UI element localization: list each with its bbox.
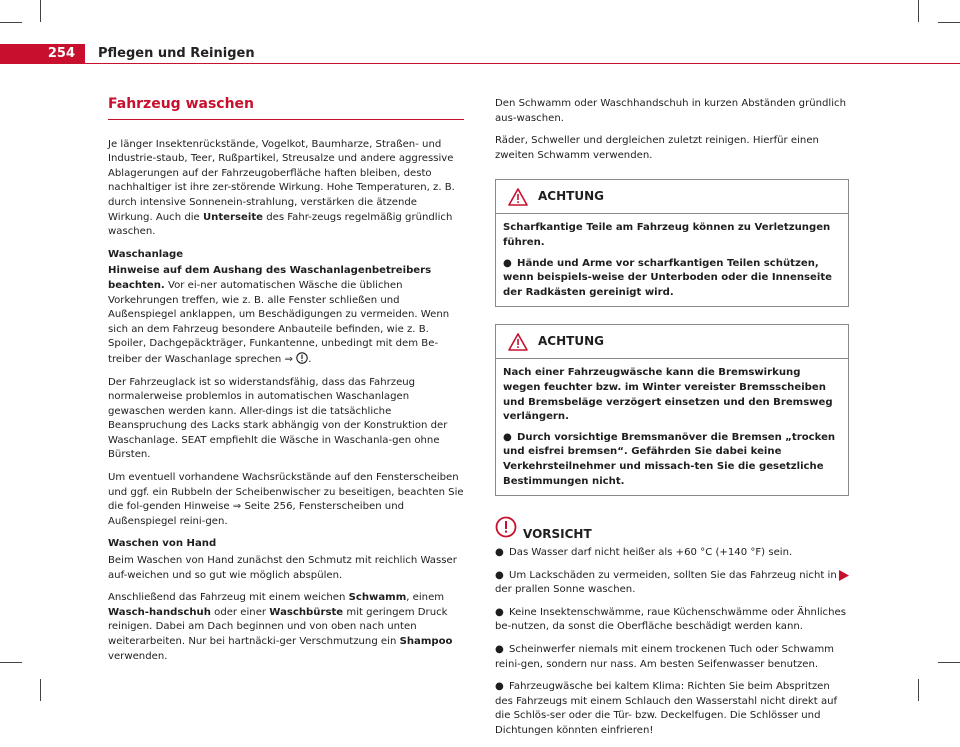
paragraph: Räder, Schweller und dergleichen zuletzt reinigen. Hierfür einen zweiten Schwamm verwenden. bbox=[495, 135, 819, 161]
page-number: 254 bbox=[0, 44, 85, 64]
crop-mark bbox=[918, 679, 919, 701]
caution-title: VORSICHT bbox=[523, 527, 592, 542]
bullet-item: ● Hände und Arme vor scharfkantigen Teilen schützen, wenn beispiels-weise der Unterboden oder die Innenseite der Radkästen gereinigt wird. bbox=[503, 257, 832, 298]
warning-header bbox=[496, 325, 848, 359]
warning-body: Nach einer Fahrzeugwäsche kann die Bremswirkung wegen feuchter bzw. im Winter vereister Bremsscheiben und Bremsbeläge verzögert einsetzen und den Bremsweg verlängern. ● Durch vorsichtige Bremsmanöver die Bremsen „trocken und eisfrei bremsen“. Gefährden Sie dabei keine Verkehrsteilnehmer und missach-ten Sie die gesetzliche Bestimmungen nicht. bbox=[496, 359, 848, 495]
warning-box bbox=[495, 179, 849, 307]
warning-header bbox=[496, 180, 848, 214]
crop-mark bbox=[40, 0, 41, 22]
continue-arrow-icon bbox=[839, 570, 849, 581]
caution-list bbox=[495, 546, 849, 739]
warning-body: Scharfkantige Teile am Fahrzeug können zu Verletzungen führen. ● Hände und Arme vor scharfkantigen Teilen schützen, wenn beispiels-weise der Unterboden oder die Innenseite der Radkästen gereinigt wird. bbox=[496, 214, 848, 306]
paragraph: Beim Waschen von Hand zunächst den Schmutz mit reichlich Wasser auf-weichen und so gut wie möglich abspülen. bbox=[108, 555, 457, 581]
paragraph: Um eventuell vorhandene Wachsrückstände auf den Fensterscheiben und ggf. ein Rubbeln der Scheibenwischer zu beseitigen, beachten Sie die fol-genden Hinweise ⇒ Seite 256, Fensterscheiben und Außenspiegel reini-gen. bbox=[108, 472, 464, 527]
crop-mark bbox=[0, 22, 22, 23]
crop-mark bbox=[938, 662, 960, 663]
header-rule bbox=[85, 63, 960, 64]
warning-title: ACHTUNG bbox=[538, 334, 604, 349]
warning-box bbox=[495, 324, 849, 496]
crop-mark bbox=[0, 662, 22, 663]
crop-mark bbox=[918, 0, 919, 22]
section-title: Fahrzeug waschen bbox=[108, 97, 464, 120]
paragraph: Hinweise auf dem Aushang des Waschanlagenbetreibers beachten. Vor ei-ner automatischen Wäsche die üblichen Vorkehrungen treffen, wie z. B. alle Fenster schließen und Außenspiegel anklappen, um Beschädigungen zu vermeiden. Wenn sich an dem Fahrzeug besondere Anbauteile befinden, wie z. B. Spoiler, Dachgepäckträger, Funkantenne, unbedingt mit dem Be-treiber der Waschanlage sprechen ⇒ . bbox=[108, 265, 450, 365]
caution-circle-icon bbox=[495, 516, 517, 538]
bullet-item: ● Scheinwerfer niemals mit einem trockenen Tuch oder Schwamm reini-gen, sondern nur nass. Am besten Seifenwasser benutzen. bbox=[495, 644, 834, 670]
bullet-item: ● Durch vorsichtige Bremsmanöver die Bremsen „trocken und eisfrei bremsen“. Gefährden Sie dabei keine Verkehrsteilnehmer und missach-ten Sie die gesetzliche Bestimmungen nicht. bbox=[503, 431, 836, 487]
caution-reference-icon[interactable] bbox=[296, 352, 308, 364]
bullet-item: ● Keine Insektenschwämme, raue Küchenschwämme oder Ähnliches be-nutzen, da sonst die Oberfläche beschädigt werden kann. bbox=[495, 606, 846, 633]
crop-mark bbox=[40, 679, 41, 701]
bullet-item: ● Um Lackschäden zu vermeiden, sollten Sie das Fahrzeug nicht in der prallen Sonne waschen. bbox=[495, 569, 837, 596]
subheading-waschanlage: Waschanlage bbox=[108, 248, 184, 260]
caution-header bbox=[495, 516, 849, 546]
paragraph: Den Schwamm oder Waschhandschuh in kurzen Abständen gründlich aus-waschen. bbox=[495, 98, 846, 124]
subheading-waschen-von-hand: Waschen von Hand bbox=[108, 538, 217, 550]
right-column bbox=[495, 97, 849, 747]
bullet-item: ● Das Wasser darf nicht heißer als +60 °C (+140 °F) sein. bbox=[495, 547, 793, 559]
paragraph: Je länger Insektenrückstände, Vogelkot, Baumharze, Straßen- und Industrie-staub, Teer, Rußpartikel, Streusalze und andere aggressive Ablagerungen auf der Fahrzeugoberfläche haften bleiben, desto nachhaltiger ist ihre zer-störende Wirkung. Hohe Temperaturen, z. B. durch intensive Sonnenein-strahlung, verstärken die ätzende Wirkung. Auch die Unterseite des Fahr-zeugs regelmäßig gründlich waschen. bbox=[108, 138, 455, 238]
bullet-item: ● Fahrzeugwäsche bei kaltem Klima: Richten Sie beim Abspritzen des Fahrzeugs mit einem Schlauch den Wasserstahl nicht direkt auf die Schlös-ser oder die Tür- bzw. Deckelfugen. Die Schlösser und Dichtungen könnten einfrieren! bbox=[495, 681, 838, 737]
warning-triangle-icon bbox=[508, 333, 528, 351]
left-column bbox=[108, 97, 464, 672]
warning-title: ACHTUNG bbox=[538, 189, 604, 204]
crop-mark bbox=[938, 22, 960, 23]
page-header-title: Pflegen und Reinigen bbox=[98, 46, 255, 61]
warning-triangle-icon bbox=[508, 188, 528, 206]
paragraph: Anschließend das Fahrzeug mit einem weichen Schwamm, einem Wasch-handschuh oder einer Waschbürste mit geringem Druck reinigen. Dabei am Dach beginnen und von oben nach unten weiterarbeiten. Nur bei hartnäcki-ger Verschmutzung ein Shampoo verwenden. bbox=[108, 592, 453, 662]
paragraph: Der Fahrzeuglack ist so widerstandsfähig, dass das Fahrzeug normalerweise problemlos in automatischen Waschanlagen gewaschen werden kann. Aller-dings ist die tatsächliche Beanspruchung des Lacks stark abhängig von der Konstruktion der Waschanlage. SEAT empfiehlt die Wäsche in Waschanla-gen ohne Bürsten. bbox=[108, 376, 448, 461]
